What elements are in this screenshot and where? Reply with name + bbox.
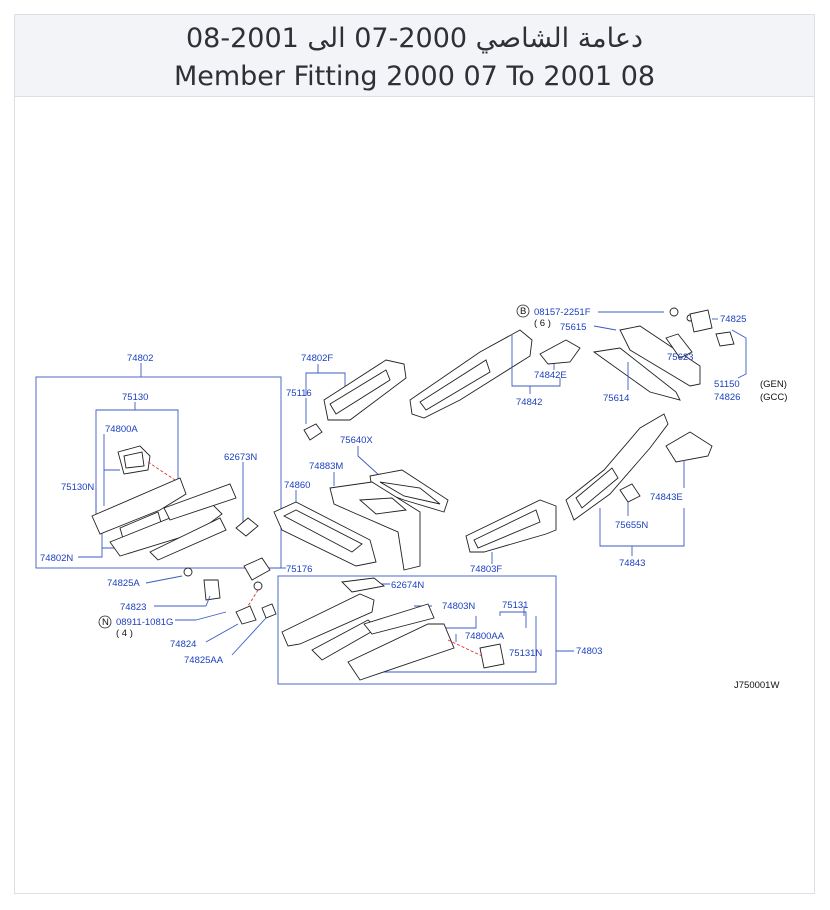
label-75655N: 75655N (615, 520, 649, 531)
label-74824: 74824 (170, 639, 197, 650)
label-74843: 74843 (619, 558, 646, 569)
part-62674N (342, 578, 384, 592)
label-51150: 51150 (714, 379, 740, 390)
label-08157-2251F: 08157-2251F (534, 307, 591, 318)
label-08911-1081G: 08911-1081G (116, 617, 174, 628)
label-75176: 75176 (286, 564, 313, 575)
group-74843 (566, 414, 712, 556)
part-74842E (540, 340, 580, 364)
part-74825 (690, 310, 712, 332)
callout-N-letter: N (102, 617, 109, 628)
label-74800A: 74800A (105, 424, 138, 435)
label-74825A: 74825A (107, 578, 140, 589)
callout-B-letter: B (520, 306, 527, 317)
part-74825A (184, 568, 192, 576)
part-75116 (304, 424, 322, 440)
part-62673N (236, 518, 258, 536)
group-74803 (278, 576, 574, 684)
label-74803F: 74803F (470, 564, 503, 575)
label-74803: 74803 (576, 646, 603, 657)
title-english: Member Fitting 2000 07 To 2001 08 (173, 61, 656, 92)
group-center (274, 446, 448, 570)
group-74802F (304, 360, 406, 440)
label-74800AA: 74800AA (465, 631, 505, 642)
label-74825: 74825 (720, 314, 747, 325)
label-75614: 75614 (603, 393, 630, 404)
label-62674N: 62674N (391, 580, 425, 591)
label-74842: 74842 (516, 397, 543, 408)
label-75130: 75130 (122, 392, 149, 403)
label-75615: 75615 (560, 322, 587, 333)
label-74825AA: 74825AA (184, 655, 224, 666)
label-75623: 75623 (667, 352, 694, 363)
label-75131: 75131 (502, 600, 529, 611)
part-75655N (620, 484, 640, 502)
title-arabic: دعامة الشاصي 2000-07 الى 2001-08 (186, 23, 643, 54)
label-74883M: 74883M (309, 461, 344, 472)
label-74826-note: (GCC) (760, 392, 788, 403)
label-74860: 74860 (284, 480, 311, 491)
part-74843E (666, 432, 712, 462)
group-74803F (466, 500, 556, 564)
label-62673N: 62673N (224, 452, 258, 463)
label-75640X: 75640X (340, 435, 373, 446)
part-75176 (244, 558, 270, 580)
part-74800AA (480, 644, 504, 668)
label-74823: 74823 (120, 602, 147, 613)
drawing-code: J750001W (734, 680, 780, 691)
label-74843E: 74843E (650, 492, 683, 503)
group-fasteners (146, 558, 286, 655)
label-74842E: 74842E (534, 370, 567, 381)
label-74802: 74802 (127, 353, 154, 364)
label-75116: 75116 (286, 388, 312, 399)
label-08157-qty: ( 6 ) (534, 318, 551, 329)
part-74825AA (262, 604, 276, 618)
group-74802 (36, 363, 281, 568)
label-75130N: 75130N (61, 482, 95, 493)
part-74824 (236, 606, 256, 624)
label-74826: 74826 (714, 392, 741, 403)
label-74803N: 74803N (442, 601, 476, 612)
label-08911-qty: ( 4 ) (116, 628, 133, 639)
label-75131N: 75131N (509, 648, 543, 659)
label-51150-note: (GEN) (760, 379, 787, 390)
part-74823 (204, 580, 220, 600)
label-74802N: 74802N (40, 553, 74, 564)
label-74802F: 74802F (301, 353, 334, 364)
